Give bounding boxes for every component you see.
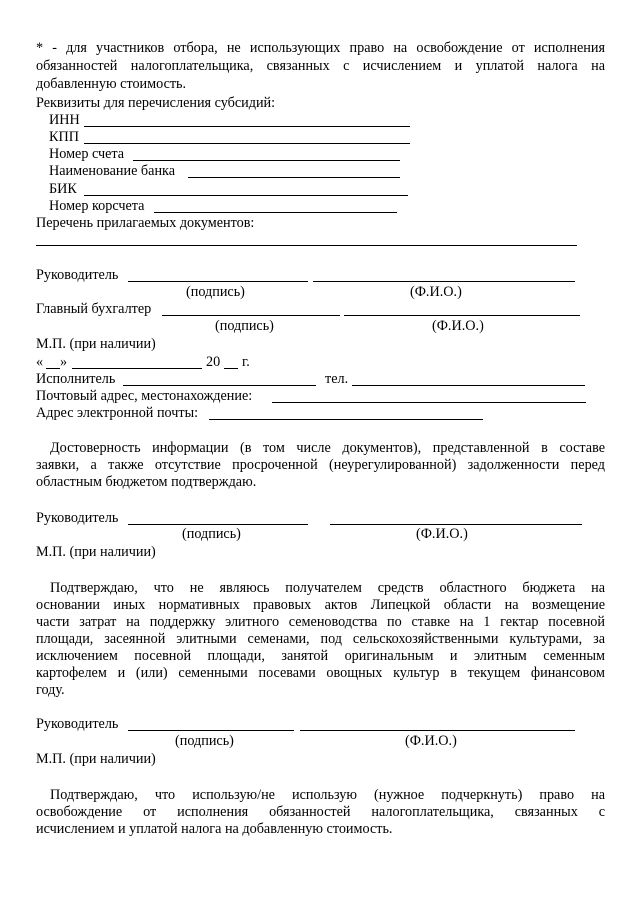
bank-name-label: Наименование банка <box>49 163 176 179</box>
stamp-label-2: М.П. (при наличии) <box>36 544 156 560</box>
confirm2-line-7: году. <box>36 682 65 698</box>
requisites-heading: Реквизиты для перечисления субсидий: <box>36 95 276 111</box>
executor-label: Исполнитель <box>36 371 116 387</box>
accountant-signature-hint: (подпись) <box>215 318 274 334</box>
confirm3-line-1: Подтверждаю, что использую/не использую (нужное подчеркнуть) право на <box>50 787 605 803</box>
footnote-line-2: обязанностей налогоплательщика, связанных с исчислением и уплатой налога на <box>36 58 605 74</box>
head-label-3: Руководитель <box>36 716 119 732</box>
documents-heading: Перечень прилагаемых документов: <box>36 215 255 231</box>
accountant-label: Главный бухгалтер <box>36 301 152 317</box>
accountant-name-hint: (Ф.И.О.) <box>432 318 484 334</box>
bik-field-line[interactable] <box>84 195 408 196</box>
inn-field-line[interactable] <box>84 126 410 127</box>
bik-label: БИК <box>49 181 77 197</box>
date-year-line[interactable] <box>224 368 238 369</box>
phone-field-line[interactable] <box>352 385 585 386</box>
kpp-label: КПП <box>49 129 79 145</box>
kpp-field-line[interactable] <box>84 143 410 144</box>
head-signature-line-3[interactable] <box>128 730 294 731</box>
confirm2-line-5: исключением посевной площади, занятой оригинальным и элитным семенным <box>36 648 605 664</box>
postal-address-label: Почтовый адрес, местонахождение: <box>36 388 253 404</box>
corr-account-label: Номер корсчета <box>49 198 145 214</box>
footnote-line-1: * - для участников отбора, не использующих право на освобождение от исполнения <box>36 40 605 56</box>
confirm2-line-3: части затрат на поддержку элитного семеноводства по ставке на 1 гектар посевной <box>36 614 605 630</box>
name-hint-2: (Ф.И.О.) <box>416 526 468 542</box>
head-name-line-3[interactable] <box>300 730 575 731</box>
email-field-line[interactable] <box>209 419 483 420</box>
head-signature-line-1[interactable] <box>128 281 308 282</box>
accountant-signature-line[interactable] <box>162 315 340 316</box>
accountant-name-line[interactable] <box>344 315 580 316</box>
date-month-line[interactable] <box>72 368 202 369</box>
head-name-line-1[interactable] <box>313 281 575 282</box>
confirm3-line-2: освобождение от исполнения обязанностей налогоплательщика, связанных с <box>36 804 605 820</box>
confirm1-line-3: областным бюджетом подтверждаю. <box>36 474 257 490</box>
account-number-field-line[interactable] <box>133 160 400 161</box>
date-day-line[interactable] <box>46 368 60 369</box>
year-prefix: 20 <box>206 354 221 370</box>
date-close-quote: » <box>60 354 68 370</box>
confirm3-line-3: исчислением и уплатой налога на добавленную стоимость. <box>36 821 393 837</box>
confirm2-line-4: площади, засеянной элитными семенами, под сельскохозяйственными культурами, за <box>36 631 605 647</box>
signature-hint-1: (подпись) <box>186 284 245 300</box>
confirm2-line-1: Подтверждаю, что не являюсь получателем средств областного бюджета на <box>50 580 605 596</box>
stamp-label-1: М.П. (при наличии) <box>36 336 156 352</box>
email-label: Адрес электронной почты: <box>36 405 199 421</box>
confirm1-line-2: заявки, а также отсутствие просроченной (неурегулированной) задолженности перед <box>36 457 605 473</box>
account-number-label: Номер счета <box>49 146 125 162</box>
inn-label: ИНН <box>49 112 80 128</box>
name-hint-3: (Ф.И.О.) <box>405 733 457 749</box>
footnote-line-3: добавленную стоимость. <box>36 76 187 92</box>
stamp-label-3: М.П. (при наличии) <box>36 751 156 767</box>
confirm2-line-2: основании иных нормативных правовых актов Липецкой области на возмещение <box>36 597 605 613</box>
phone-label: тел. <box>325 371 349 387</box>
year-suffix: г. <box>242 354 250 370</box>
executor-field-line[interactable] <box>123 385 316 386</box>
postal-address-field-line[interactable] <box>272 402 586 403</box>
head-signature-line-2[interactable] <box>128 524 308 525</box>
bank-name-field-line[interactable] <box>188 177 400 178</box>
name-hint-1: (Ф.И.О.) <box>410 284 462 300</box>
head-label-2: Руководитель <box>36 510 119 526</box>
confirm1-line-1: Достоверность информации (в том числе документов), представленной в составе <box>50 440 605 456</box>
head-label-1: Руководитель <box>36 267 119 283</box>
corr-account-field-line[interactable] <box>154 212 397 213</box>
signature-hint-3: (подпись) <box>175 733 234 749</box>
date-open-quote: « <box>36 354 44 370</box>
head-name-line-2[interactable] <box>330 524 582 525</box>
documents-field-line[interactable] <box>36 245 577 246</box>
signature-hint-2: (подпись) <box>182 526 241 542</box>
confirm2-line-6: картофелем и (или) семенными посевами овощных культур в текущем финансовом <box>36 665 605 681</box>
